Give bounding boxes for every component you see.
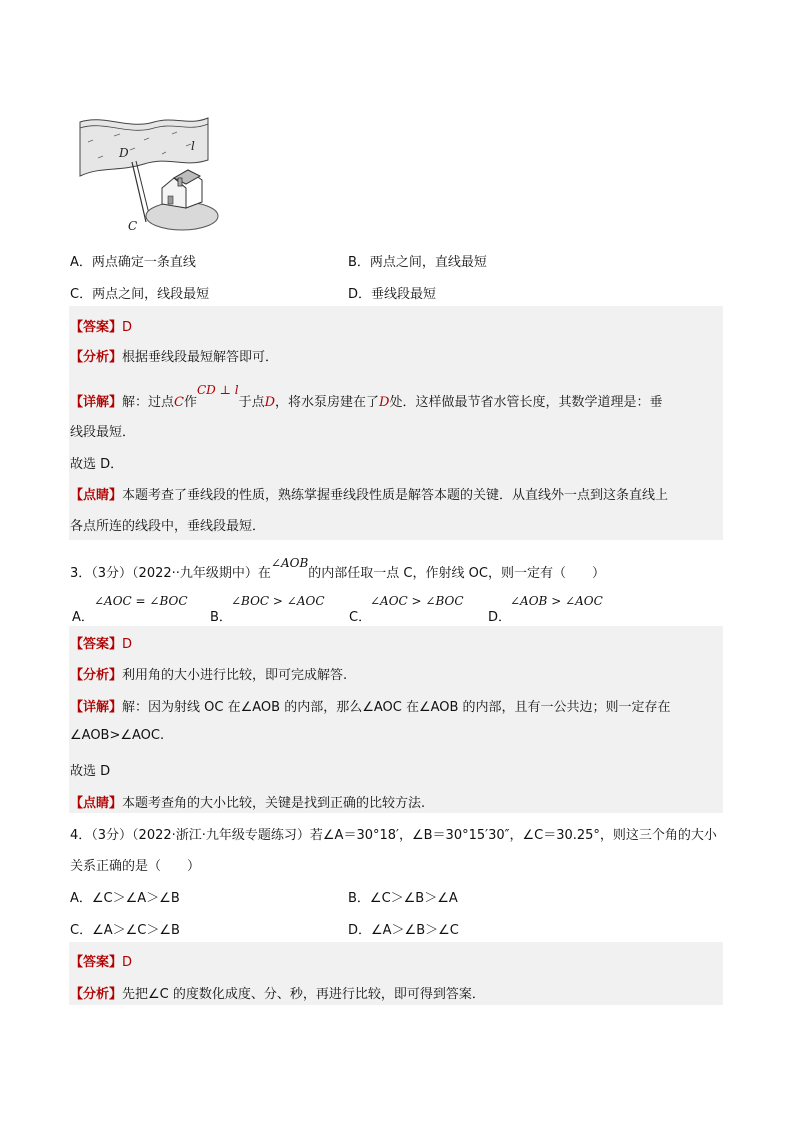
math-perpendicular: CD ⊥ l bbox=[197, 383, 239, 397]
house-icon bbox=[162, 170, 202, 208]
detail-text: 处．这样做最节省水管长度，其数学道理是：垂 bbox=[389, 395, 663, 410]
label-C: C bbox=[128, 219, 138, 233]
pump-house-figure bbox=[74, 110, 224, 235]
answer-value: D bbox=[122, 955, 133, 970]
river-shape bbox=[80, 118, 208, 176]
q3-option-b-label: B． bbox=[210, 610, 232, 625]
q4-option-b: B．∠C＞∠B＞∠A bbox=[348, 891, 458, 906]
detail-text: ，将水泵房建在了 bbox=[275, 395, 380, 410]
answer-tag: 【答案】 bbox=[70, 955, 123, 970]
answer-value: D bbox=[122, 637, 133, 652]
q3-option-c-label: C． bbox=[349, 610, 372, 625]
q4-option-d: D．∠A＞∠B＞∠C bbox=[348, 923, 459, 938]
analysis-tag: 【分析】 bbox=[70, 668, 123, 683]
q2-option-c: C．两点之间，线段最短 bbox=[70, 287, 210, 302]
q4-answer bbox=[70, 951, 132, 970]
q3-solution-block bbox=[69, 626, 723, 813]
q3-option-a-label: A． bbox=[72, 610, 94, 625]
math-point-d: D bbox=[264, 395, 276, 410]
q3-stem-math: ∠AOB bbox=[270, 556, 309, 570]
detail-text: 解：过点 bbox=[122, 395, 175, 410]
q4-stem-line2: 关系正确的是（ ） bbox=[70, 859, 201, 874]
detail-text: 作 bbox=[183, 395, 197, 410]
math-point-c: C bbox=[174, 395, 184, 410]
answer-tag: 【答案】 bbox=[70, 637, 123, 652]
label-D: D bbox=[119, 146, 129, 160]
q3-choose: 故选 D bbox=[70, 764, 111, 779]
analysis-text: 利用角的大小进行比较，即可完成解答. bbox=[122, 668, 348, 683]
q4-stem-line1: 4．（3分）（2022·浙江·九年级专题练习）若∠A＝30°18′，∠B＝30°15′30″，∠C＝30.25°，则这三个角的大小 bbox=[70, 828, 717, 843]
q3-stem bbox=[70, 556, 605, 581]
q3-comment bbox=[70, 792, 425, 811]
q3-option-b-math: ∠BOC > ∠AOC bbox=[231, 594, 325, 608]
q4-option-a: A．∠C＞∠A＞∠B bbox=[70, 891, 180, 906]
q2-comment-line2: 各点所连的线段中，垂线段最短． bbox=[70, 519, 266, 534]
comment-text: 本题考查了垂线段的性质，熟练掌握垂线段性质是解答本题的关键．从直线外一点到这条直线上 bbox=[122, 488, 669, 503]
q2-option-a: A．两点确定一条直线 bbox=[70, 255, 196, 270]
analysis-tag: 【分析】 bbox=[70, 350, 123, 365]
q2-detail-line2: 线段最短． bbox=[70, 425, 136, 440]
analysis-tag: 【分析】 bbox=[70, 987, 123, 1002]
comment-tag: 【点睛】 bbox=[70, 796, 123, 811]
analysis-text: 先把∠C 的度数化成度、分、秒，再进行比较，即可得到答案． bbox=[122, 987, 485, 1002]
comment-tag: 【点睛】 bbox=[70, 488, 123, 503]
q2-answer bbox=[70, 316, 132, 335]
detail-text: 解：因为射线 OC 在∠AOB 的内部，那么∠AOC 在∠AOB 的内部，且有一公共边；则一定存在 bbox=[122, 700, 671, 715]
q2-analysis bbox=[70, 346, 278, 365]
label-l: l bbox=[191, 139, 195, 153]
q3-options bbox=[70, 596, 710, 626]
q2-option-b: B．两点之间，直线最短 bbox=[348, 255, 487, 270]
q3-option-d-label: D． bbox=[488, 610, 512, 625]
q2-solution-block bbox=[69, 306, 723, 540]
q2-option-d: D．垂线段最短 bbox=[348, 287, 437, 302]
q3-option-c-math: ∠AOC > ∠BOC bbox=[370, 594, 464, 608]
q2-choose: 故选 D． bbox=[70, 457, 124, 472]
q2-comment-line1 bbox=[70, 484, 668, 503]
q3-detail-line2: ∠AOB>∠AOC. bbox=[70, 728, 165, 743]
q3-answer bbox=[70, 633, 132, 652]
q3-option-a-math: ∠AOC = ∠BOC bbox=[94, 594, 188, 608]
q3-stem-text: 的内部任取一点 C，作射线 OC，则一定有（ ） bbox=[308, 566, 605, 581]
detail-tag: 【详解】 bbox=[70, 700, 123, 715]
analysis-text: 根据垂线段最短解答即可． bbox=[122, 350, 279, 365]
detail-tag: 【详解】 bbox=[70, 395, 123, 410]
answer-tag: 【答案】 bbox=[70, 320, 123, 335]
q2-detail-line1 bbox=[70, 383, 663, 410]
q3-option-d-math: ∠AOB > ∠AOC bbox=[510, 594, 603, 608]
answer-value: D bbox=[122, 320, 133, 335]
q3-analysis bbox=[70, 664, 347, 683]
q4-analysis bbox=[70, 983, 485, 1002]
comment-text: 本题考查角的大小比较，关键是找到正确的比较方法. bbox=[122, 796, 426, 811]
math-point-d2: D bbox=[379, 395, 390, 410]
q3-detail-line1 bbox=[70, 696, 671, 715]
q3-stem-text: 3．（3分）（2022··九年级期中）在 bbox=[70, 566, 271, 581]
q4-option-c: C．∠A＞∠C＞∠B bbox=[70, 923, 180, 938]
detail-text: 于点 bbox=[238, 395, 265, 410]
